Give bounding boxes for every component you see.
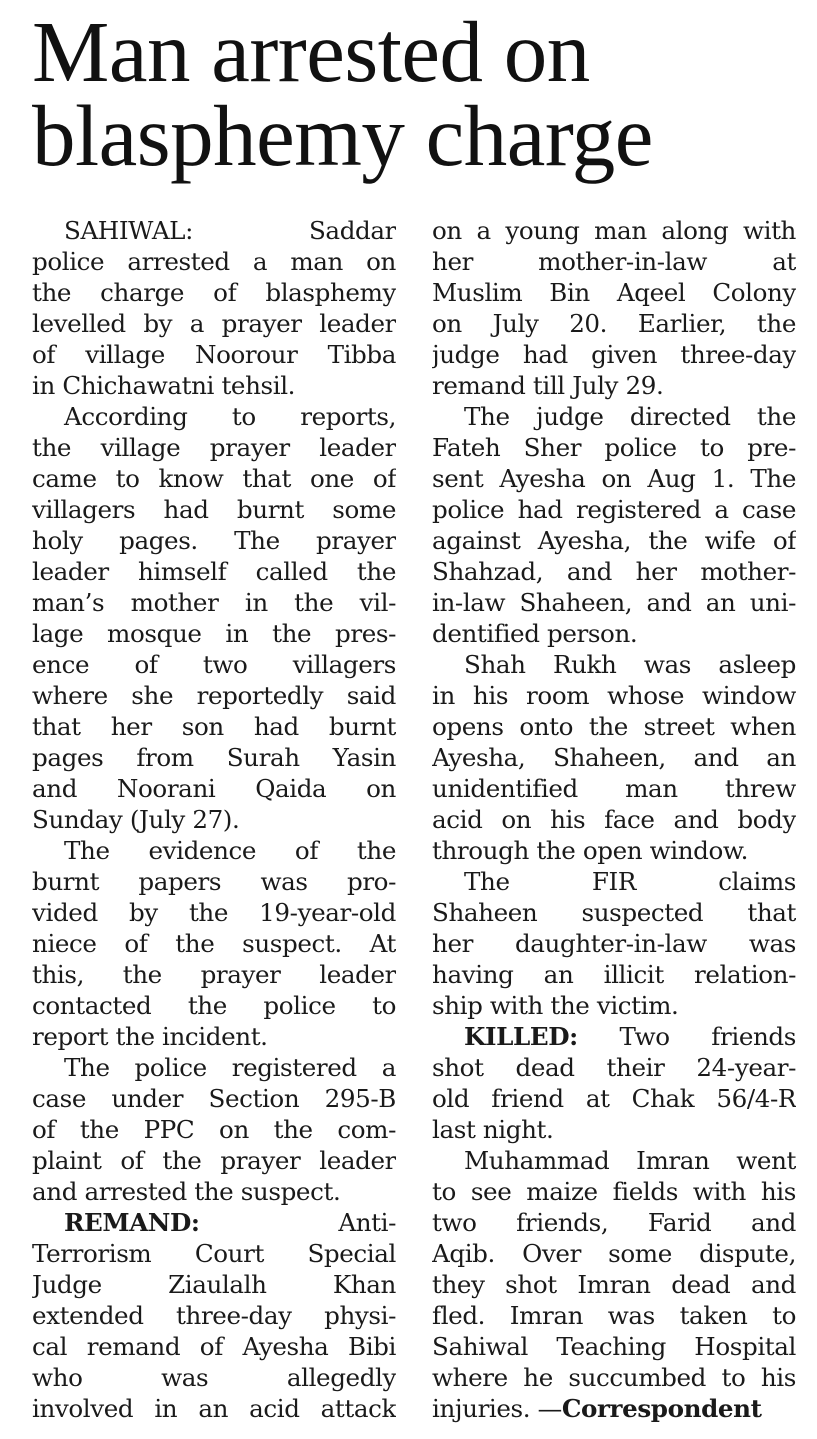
article-column-right (432, 215, 796, 1424)
line-text: where she reportedly said (32, 681, 396, 710)
article-line (32, 1331, 396, 1362)
line-text: the village prayer leader (32, 433, 396, 462)
article-line (32, 215, 396, 246)
article-line (432, 432, 796, 463)
line-text: Sunday (July 27). (32, 805, 240, 834)
line-text: her daughter-in-law was (432, 929, 796, 958)
line-text: burnt papers was pro- (32, 867, 396, 896)
article-line (32, 246, 396, 277)
line-text: ship with the victim. (432, 991, 679, 1020)
article-line (432, 804, 796, 835)
article-line (32, 494, 396, 525)
article-line (32, 1176, 396, 1207)
article-line (432, 339, 796, 370)
line-text: two friends, Farid and (432, 1208, 796, 1237)
article-line (32, 339, 396, 370)
line-text: on a young man along with (432, 216, 796, 245)
line-text: Anti- (199, 1208, 396, 1237)
line-text: dentified person. (432, 619, 638, 648)
line-text: pages from Surah Yasin (32, 743, 396, 772)
article-line (432, 401, 796, 432)
article-line (32, 990, 396, 1021)
line-text: through the open window. (432, 836, 749, 865)
article-line (432, 1145, 796, 1176)
article-line (32, 897, 396, 928)
article-line (432, 1083, 796, 1114)
line-text: Ayesha, Shaheen, and an (432, 743, 796, 772)
line-text: cal remand of Ayesha Bibi (32, 1332, 396, 1361)
line-text: holy pages. The prayer (32, 526, 396, 555)
article-line (32, 742, 396, 773)
article-line (432, 587, 796, 618)
article-line (32, 1145, 396, 1176)
article-line (432, 1207, 796, 1238)
article-line (32, 587, 396, 618)
article-line (32, 463, 396, 494)
article-line (432, 897, 796, 928)
article-line (432, 525, 796, 556)
headline-line-2: blasphemy charge (32, 87, 653, 184)
line-text: levelled by a prayer leader (32, 309, 396, 338)
article-line (32, 680, 396, 711)
line-text: sent Ayesha on Aug 1. The (432, 464, 796, 493)
line-text: Terrorism Court Special (32, 1239, 396, 1268)
line-text: ence of two villagers (32, 650, 396, 679)
article-line (432, 1052, 796, 1083)
line-text: the charge of blasphemy (32, 278, 396, 307)
article-line (32, 401, 396, 432)
article-line (32, 1362, 396, 1393)
article-line (32, 1021, 396, 1052)
article-line (32, 1269, 396, 1300)
article-line (432, 1300, 796, 1331)
line-text: Sahiwal Teaching Hospital (432, 1332, 796, 1361)
line-text: acid on his face and body (432, 805, 796, 834)
article-line (432, 494, 796, 525)
line-text: villagers had burnt some (32, 495, 396, 524)
headline-line-1: Man arrested on (32, 3, 590, 100)
article-line (432, 215, 796, 246)
line-text: opens onto the street when (432, 712, 796, 741)
article-line (32, 525, 396, 556)
line-text: unidentified man threw (432, 774, 796, 803)
line-text: Shahzad, and her mother- (432, 557, 796, 586)
article-line (32, 618, 396, 649)
article-line (32, 773, 396, 804)
article-line (32, 928, 396, 959)
article-line (32, 1083, 396, 1114)
article-line (32, 277, 396, 308)
article-line (432, 928, 796, 959)
line-text: Fateh Sher police to pre- (432, 433, 796, 462)
article-line (32, 556, 396, 587)
article-line (32, 1052, 396, 1083)
line-text: injuries. — (432, 1394, 562, 1423)
line-text: shot dead their 24-year- (432, 1053, 796, 1082)
article-line (32, 1238, 396, 1269)
line-text: case under Section 295-B (32, 1084, 396, 1113)
article-line (432, 1238, 796, 1269)
line-text: Shah Rukh was asleep (464, 650, 796, 679)
line-text: to see maize fields with his (432, 1177, 796, 1206)
line-text: fled. Imran was taken to (432, 1301, 796, 1330)
line-text: Judge Ziaulalh Khan (32, 1270, 396, 1299)
line-text: Shaheen suspected that (432, 898, 796, 927)
article-line (32, 649, 396, 680)
line-text: Muhammad Imran went (464, 1146, 796, 1175)
line-text: this, the prayer leader (32, 960, 396, 989)
line-text: lage mosque in the pres- (32, 619, 396, 648)
article-line (32, 711, 396, 742)
article-line (432, 618, 796, 649)
line-text: police arrested a man on (32, 247, 396, 276)
line-text: her mother-in-law at (432, 247, 796, 276)
article-line (432, 556, 796, 587)
article-line (32, 835, 396, 866)
article-line (432, 711, 796, 742)
article-line (432, 1393, 796, 1424)
line-text: who was allegedly (32, 1363, 396, 1392)
article-line (32, 959, 396, 990)
line-text: The evidence of the (64, 836, 396, 865)
line-text: where he succumbed to his (432, 1363, 796, 1392)
line-text: in his room whose window (432, 681, 796, 710)
line-text: According to reports, (64, 402, 396, 431)
article-line (432, 1362, 796, 1393)
line-text: Two friends (577, 1022, 796, 1051)
article-line (32, 370, 396, 401)
article-line (432, 277, 796, 308)
line-text: old friend at Chak 56/4-R (432, 1084, 796, 1113)
line-text: man’s mother in the vil- (32, 588, 396, 617)
article-line (432, 835, 796, 866)
article-line (32, 1300, 396, 1331)
line-text: last night. (432, 1115, 554, 1144)
article-line (32, 308, 396, 339)
line-text: contacted the police to (32, 991, 396, 1020)
article-line (32, 1207, 396, 1238)
article-line (432, 990, 796, 1021)
line-text: on July 20. Earlier, the (432, 309, 796, 338)
line-text: police had registered a case (432, 495, 796, 524)
article-line (432, 246, 796, 277)
line-text: that her son had burnt (32, 712, 396, 741)
line-text: leader himself called the (32, 557, 396, 586)
line-text: Muslim Bin Aqeel Colony (432, 278, 796, 307)
line-text: they shot Imran dead and (432, 1270, 796, 1299)
line-text: remand till July 29. (432, 371, 664, 400)
article-line (432, 1114, 796, 1145)
article-line (432, 773, 796, 804)
section-label: REMAND: (64, 1208, 200, 1237)
line-text: niece of the suspect. At (32, 929, 396, 958)
line-text: in Chichawatni tehsil. (32, 371, 296, 400)
line-text: report the incident. (32, 1022, 268, 1051)
line-text: in-law Shaheen, and an uni- (432, 588, 796, 617)
line-text: and arrested the suspect. (32, 1177, 341, 1206)
line-text: SAHIWAL: Saddar (64, 216, 396, 245)
line-text: of village Noorour Tibba (32, 340, 396, 369)
article-line (432, 866, 796, 897)
article-line (432, 1269, 796, 1300)
headline (32, 3, 802, 184)
line-text: having an illicit relation- (432, 960, 796, 989)
line-text: vided by the 19-year-old (32, 898, 396, 927)
line-text: came to know that one of (32, 464, 396, 493)
section-label: KILLED: (464, 1022, 578, 1051)
line-text: Aqib. Over some dispute, (432, 1239, 796, 1268)
line-text: of the PPC on the com- (32, 1115, 396, 1144)
line-text: The FIR claims (464, 867, 796, 896)
line-text: The judge directed the (464, 402, 796, 431)
line-text: and Noorani Qaida on (32, 774, 396, 803)
article-column-left (32, 215, 396, 1424)
article-line (432, 370, 796, 401)
article-line (432, 742, 796, 773)
article-line (432, 463, 796, 494)
article-line (432, 680, 796, 711)
byline: Correspondent (561, 1394, 762, 1423)
article-line (32, 866, 396, 897)
article-line (432, 308, 796, 339)
article-line (32, 1393, 396, 1424)
article-line (432, 1176, 796, 1207)
line-text: plaint of the prayer leader (32, 1146, 396, 1175)
line-text: involved in an acid attack (32, 1394, 396, 1423)
article-line (432, 959, 796, 990)
article-line (32, 432, 396, 463)
line-text: against Ayesha, the wife of (432, 526, 796, 555)
article-line (432, 1021, 796, 1052)
article-line (432, 1331, 796, 1362)
line-text: judge had given three-day (432, 340, 796, 369)
article-line (32, 804, 396, 835)
article-line (32, 1114, 396, 1145)
line-text: extended three-day physi- (32, 1301, 396, 1330)
line-text: The police registered a (64, 1053, 396, 1082)
article-line (432, 649, 796, 680)
